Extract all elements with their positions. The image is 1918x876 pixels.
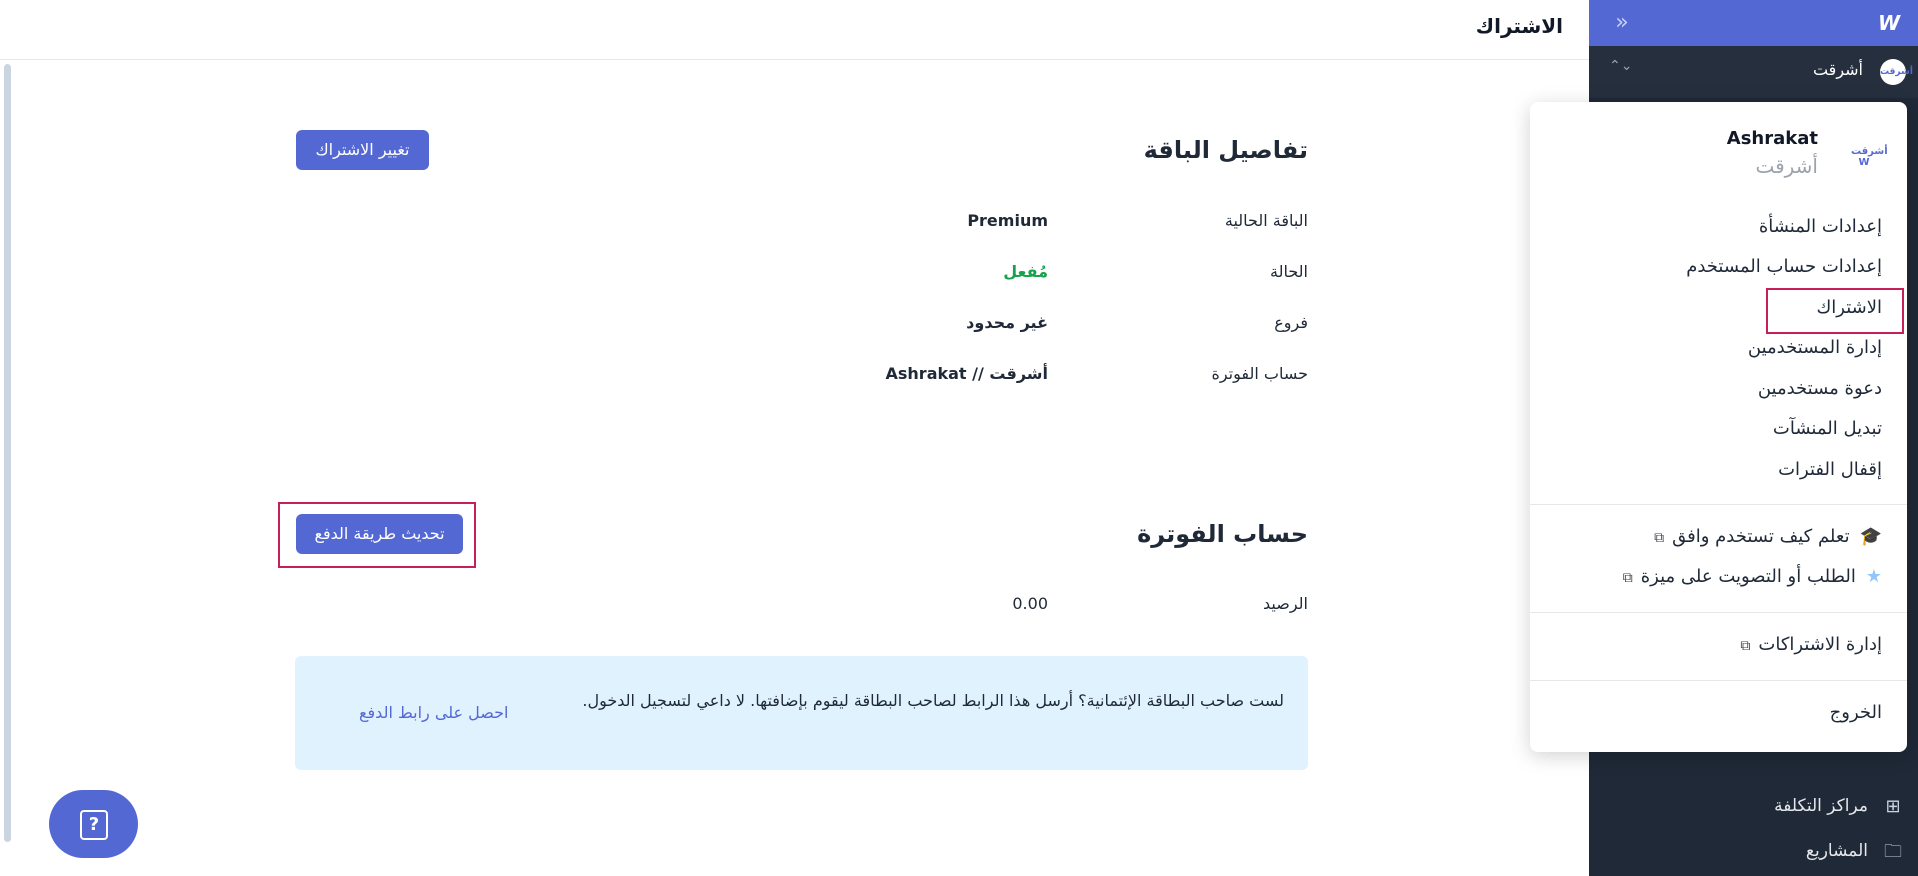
- external-link-icon: ⧉: [1622, 570, 1633, 586]
- status-label: الحالة: [1270, 262, 1308, 281]
- menu-item-org-settings[interactable]: إعدادات المنشأة: [1758, 216, 1882, 237]
- plan-details-title: تفاصيل الباقة: [1143, 136, 1308, 164]
- sidebar-item-label: المشاريع: [1805, 841, 1868, 861]
- balance-label: الرصيد: [1263, 594, 1308, 613]
- balance-value: 0.00: [1012, 594, 1048, 613]
- graduation-cap-icon: 🎓: [1859, 526, 1882, 547]
- star-icon: ★: [1865, 566, 1882, 587]
- menu-org-logo: أشرقت W: [1851, 146, 1888, 168]
- help-button[interactable]: [49, 790, 138, 858]
- status-value: مُفعل: [1003, 262, 1048, 281]
- external-link-icon: ⧉: [1740, 638, 1751, 654]
- billing-account-label: حساب الفوترة: [1211, 364, 1308, 383]
- change-subscription-button[interactable]: تغيير الاشتراك: [296, 130, 429, 170]
- external-link-icon: ⧉: [1654, 530, 1665, 546]
- menu-item-manage-subscriptions[interactable]: [1740, 634, 1882, 655]
- menu-item-label: تعلم كيف تستخدم وافق: [1672, 526, 1850, 547]
- info-text: لست صاحب البطاقة الإئتمانية؟ أرسل هذا الرابط لصاحب البطاقة ليقوم بإضافتها. لا داعي لتسجيل الدخول.: [582, 691, 1284, 710]
- chevron-updown-icon[interactable]: ⌃⌄: [1609, 58, 1633, 74]
- menu-item-manage-users[interactable]: إدارة المستخدمين: [1747, 337, 1882, 358]
- app-logo[interactable]: W: [1877, 11, 1901, 35]
- current-plan-label: الباقة الحالية: [1224, 211, 1308, 230]
- collapse-sidebar-icon[interactable]: »: [1615, 10, 1629, 35]
- page-header: [0, 0, 1589, 60]
- menu-item-learn[interactable]: [1654, 526, 1882, 547]
- sidebar-top-bar: [1589, 0, 1918, 46]
- account-dropdown-menu: [1530, 102, 1907, 752]
- help-question-icon: ?: [80, 810, 108, 840]
- billing-account-value: أشرقت // Ashrakat: [885, 364, 1048, 383]
- org-avatar: أشرقت: [1880, 59, 1906, 85]
- current-plan-value: Premium: [967, 211, 1048, 230]
- menu-item-label: إدارة الاشتراكات: [1758, 634, 1882, 655]
- menu-divider: [1530, 612, 1907, 613]
- page-title: الاشتراك: [1475, 14, 1563, 38]
- org-switcher[interactable]: [1589, 46, 1918, 98]
- menu-item-invite-users[interactable]: دعوة مستخدمين: [1757, 378, 1882, 399]
- sidebar-item-label: مراكز التكلفة: [1774, 796, 1868, 816]
- highlight-box: [1766, 288, 1904, 334]
- menu-item-subscription[interactable]: الاشتراك: [1816, 297, 1882, 318]
- menu-item-label: الطلب أو التصويت على ميزة: [1640, 566, 1856, 587]
- menu-item-feature-request[interactable]: [1623, 566, 1882, 587]
- menu-org-name-ar: أشرقت: [1755, 154, 1818, 178]
- payment-link-info-box: [295, 656, 1308, 770]
- org-name: أشرقت: [1812, 60, 1863, 79]
- scrollbar[interactable]: [4, 64, 11, 842]
- menu-divider: [1530, 504, 1907, 505]
- menu-org-name-en: Ashrakat: [1726, 128, 1818, 149]
- branches-label: فروع: [1274, 313, 1308, 332]
- menu-divider: [1530, 680, 1907, 681]
- menu-item-logout[interactable]: الخروج: [1829, 702, 1882, 723]
- branches-value: غير محدود: [966, 313, 1048, 332]
- menu-item-user-settings[interactable]: إعدادات حساب المستخدم: [1686, 256, 1882, 277]
- menu-item-switch-orgs[interactable]: تبديل المنشآت: [1772, 418, 1882, 439]
- menu-item-close-periods[interactable]: إقفال الفترات: [1778, 459, 1882, 480]
- sidebar-item-projects[interactable]: [1589, 833, 1918, 873]
- update-payment-method-button[interactable]: تحديث طريقة الدفع: [296, 514, 463, 554]
- folder-icon: 🗀: [1884, 841, 1902, 862]
- billing-section-title: حساب الفوترة: [1137, 520, 1308, 548]
- get-payment-link[interactable]: احصل على رابط الدفع: [359, 703, 509, 722]
- grid-plus-icon: ⊞: [1885, 796, 1901, 817]
- sidebar-item-cost-centers[interactable]: [1589, 788, 1918, 828]
